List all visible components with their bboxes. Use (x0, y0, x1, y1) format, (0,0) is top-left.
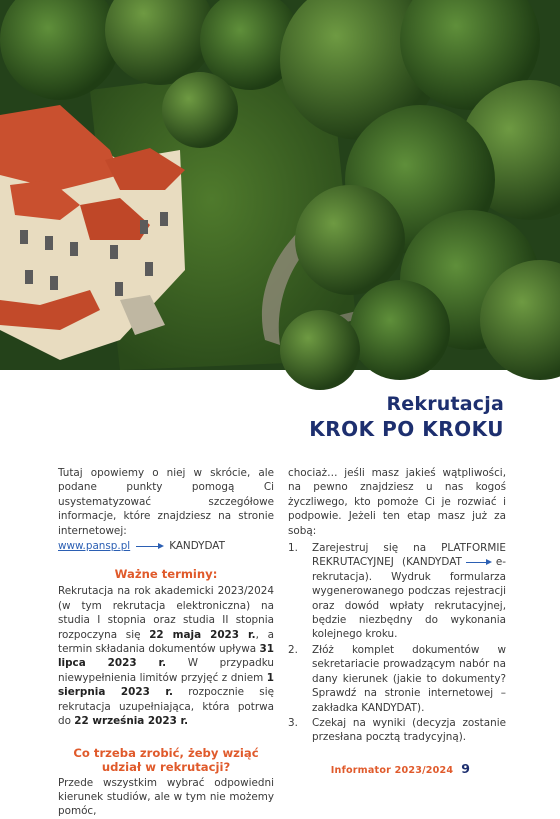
step-number: 1. (288, 542, 298, 555)
step-text: Złóż komplet dokumentów w sekretariacie prowadzącym nabór na dany kierunek (jakie to dokumenty? Sprawdź na stronie internetowej – zakładka KANDYDAT). (312, 643, 506, 714)
left-column (58, 466, 274, 819)
list-item (288, 541, 506, 642)
step-text-a: Zarejestruj się na PLATFORMIE REKRUTACYJNEJ (KANDYDAT (312, 542, 506, 569)
website-link-row (58, 539, 274, 553)
dates-text-1: Rekrutacja na rok akademicki 2023/2024 (w tym rekrutacja elektroniczna) na studia I stopnia oraz studia II stopnia rozpoczyna się (58, 585, 274, 641)
step-text-b: e-rekrutacja). Wydruk formularza wygenerowanego podczas rejestracji oraz dowód wpłaty rekrutacyjnej, będzie niezbędny do wykonania kolejnego kroku. (312, 556, 506, 641)
aerial-photo-svg (0, 0, 560, 370)
steps-list (288, 541, 506, 745)
step-number: 2. (288, 643, 298, 656)
date-supplementary-start: 1 sierpnia 2023 r. (58, 671, 274, 699)
step-number: 3. (288, 716, 298, 729)
headline-line1: Rekrutacja (386, 393, 504, 415)
right-column (288, 466, 506, 746)
dates-heading: Ważne terminy: (114, 567, 218, 582)
date-start: 22 maja 2023 r. (149, 628, 256, 641)
arrow-right-icon (466, 558, 492, 566)
dates-text-4: rozpocznie się rekrutacja uzupełniająca, która potrwa do (58, 686, 274, 728)
footer-label: Informator 2023/2024 (330, 765, 454, 776)
list-item (288, 643, 506, 715)
aerial-photo-palace (0, 0, 560, 370)
page-headline (309, 392, 504, 442)
page-number: 9 (461, 761, 470, 776)
date-deadline: 31 lipca 2023 r. (58, 643, 274, 670)
step-text: Czekaj na wyniki (decyzja zostanie przesłana pocztą tradycyjną). (312, 716, 506, 744)
step-text (312, 541, 506, 642)
website-link[interactable]: www.pansp.pl (58, 540, 131, 553)
dates-text-3: W przypadku niewypełnienia limitów przyjęć z dniem (58, 657, 274, 684)
date-supplementary-end: 22 września 2023 r. (74, 715, 189, 728)
page-footer (331, 761, 470, 776)
right-intro-paragraph: chociaż… jeśli masz jakieś wątpliwości, na pewno znajdziesz u nas kogoś życzliwego, kto pomoże Ci je rozwiać i podpowie. Jeżeli ten etap masz już za sobą: (288, 467, 506, 537)
dates-paragraph (58, 584, 274, 728)
link-target-label: KANDYDAT (169, 540, 225, 553)
headline-line2: KROK PO KROKU (309, 417, 504, 441)
dates-text-2: , a termin składania dokumentów upływa (58, 628, 274, 656)
list-item (288, 716, 506, 745)
intro-paragraph: Tutaj opowiemy o niej w skrócie, ale podane punkty pomogą Ci usystematyzować szczegółowe informacje, które znajdziesz na stronie internetowej: (58, 467, 274, 537)
how-heading: Co trzeba zrobić, żeby wziąć udział w rekrutacji? (73, 745, 259, 774)
how-paragraph: Przede wszystkim wybrać odpowiedni kierunek studiów, ale w tym nie możemy pomóc, (58, 776, 274, 818)
arrow-right-icon (136, 542, 164, 550)
